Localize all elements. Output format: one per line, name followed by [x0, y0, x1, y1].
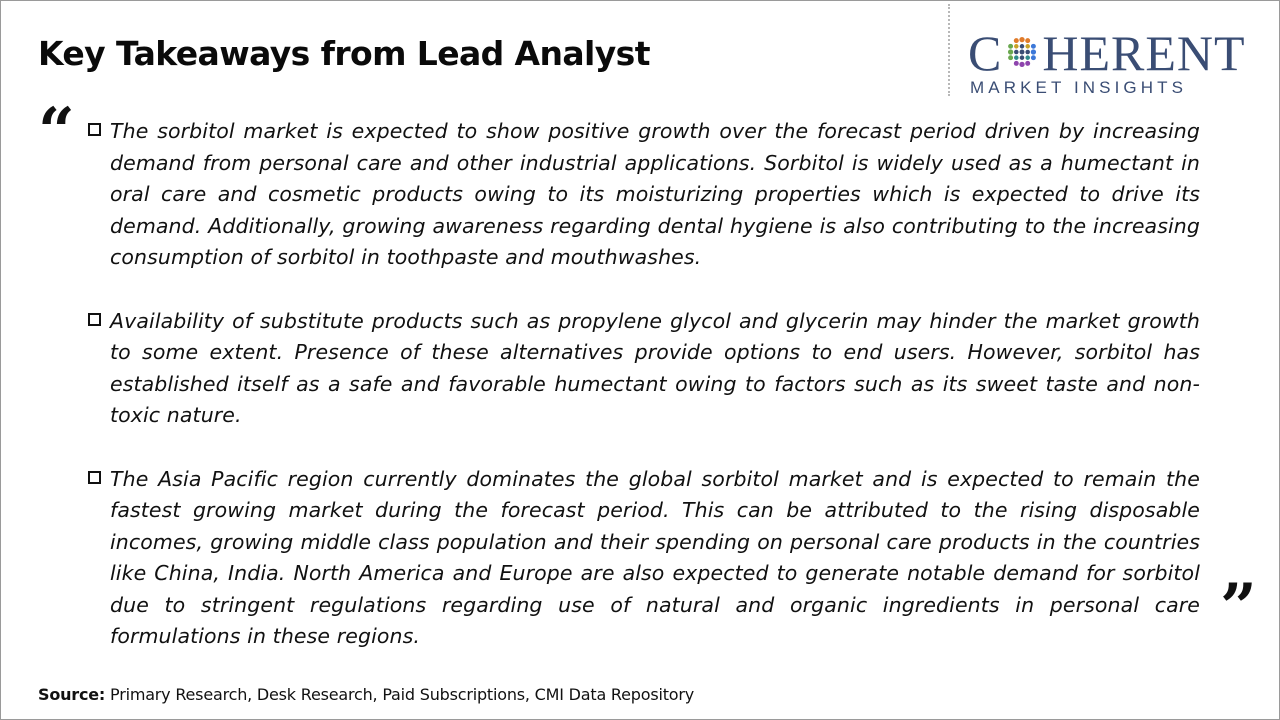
open-quote-icon: “: [38, 94, 75, 169]
close-quote-icon: ”: [1220, 570, 1257, 645]
list-item: [86, 306, 1200, 432]
source-text: Primary Research, Desk Research, Paid Subscriptions, CMI Data Repository: [105, 685, 695, 704]
page-title: Key Takeaways from Lead Analyst: [38, 34, 650, 73]
takeaway-text: The Asia Pacific region currently dominates the global sorbitol market and is expected to remain the fastest growing market during the forecast period. This can be attributed to the rising disposable incomes, growing middle class population and their spending on personal care products in the countries like China, India. North America and Europe are also expected to generate notable demand for sorbitol due to stringent regulations regarding use of natural and organic ingredients in personal care formulations in these regions.: [110, 466, 1200, 648]
logo-letters-herent: HERENT: [1042, 25, 1246, 81]
logo-tagline: MARKET INSIGHTS: [970, 78, 1188, 97]
takeaways-list: [86, 116, 1200, 685]
checkbox-bullet-icon: [88, 471, 101, 484]
takeaway-text: Availability of substitute products such as propylene glycol and glycerin may hinder the market growth to some extent. Presence of these alternatives provide options to end users. However, sorbitol has established itself as a safe and favorable humectant owing to factors such as its sweet taste and non-toxic nature.: [110, 308, 1200, 427]
list-item: [86, 116, 1200, 274]
company-logo: [968, 25, 1268, 98]
logo-wordmark: [968, 25, 1246, 81]
source-label: Source:: [38, 685, 106, 704]
checkbox-bullet-icon: [88, 123, 101, 136]
header-divider: [948, 4, 950, 96]
list-item: [86, 464, 1200, 653]
takeaway-text: The sorbitol market is expected to show positive growth over the forecast period driven by increasing demand from personal care and other industrial applications. Sorbitol is widely used as a humectant in oral care and cosmetic products owing to its moisturizing properties which is expected to drive its demand. Additionally, growing awareness regarding dental hygiene is also contributing to the increasing consumption of sorbitol in toothpaste and mouthwashes.: [110, 119, 1200, 269]
source-note: [38, 685, 694, 704]
logo-letter-c: C: [968, 25, 1003, 81]
checkbox-bullet-icon: [88, 313, 101, 326]
logo-globe-icon: [1003, 32, 1041, 72]
